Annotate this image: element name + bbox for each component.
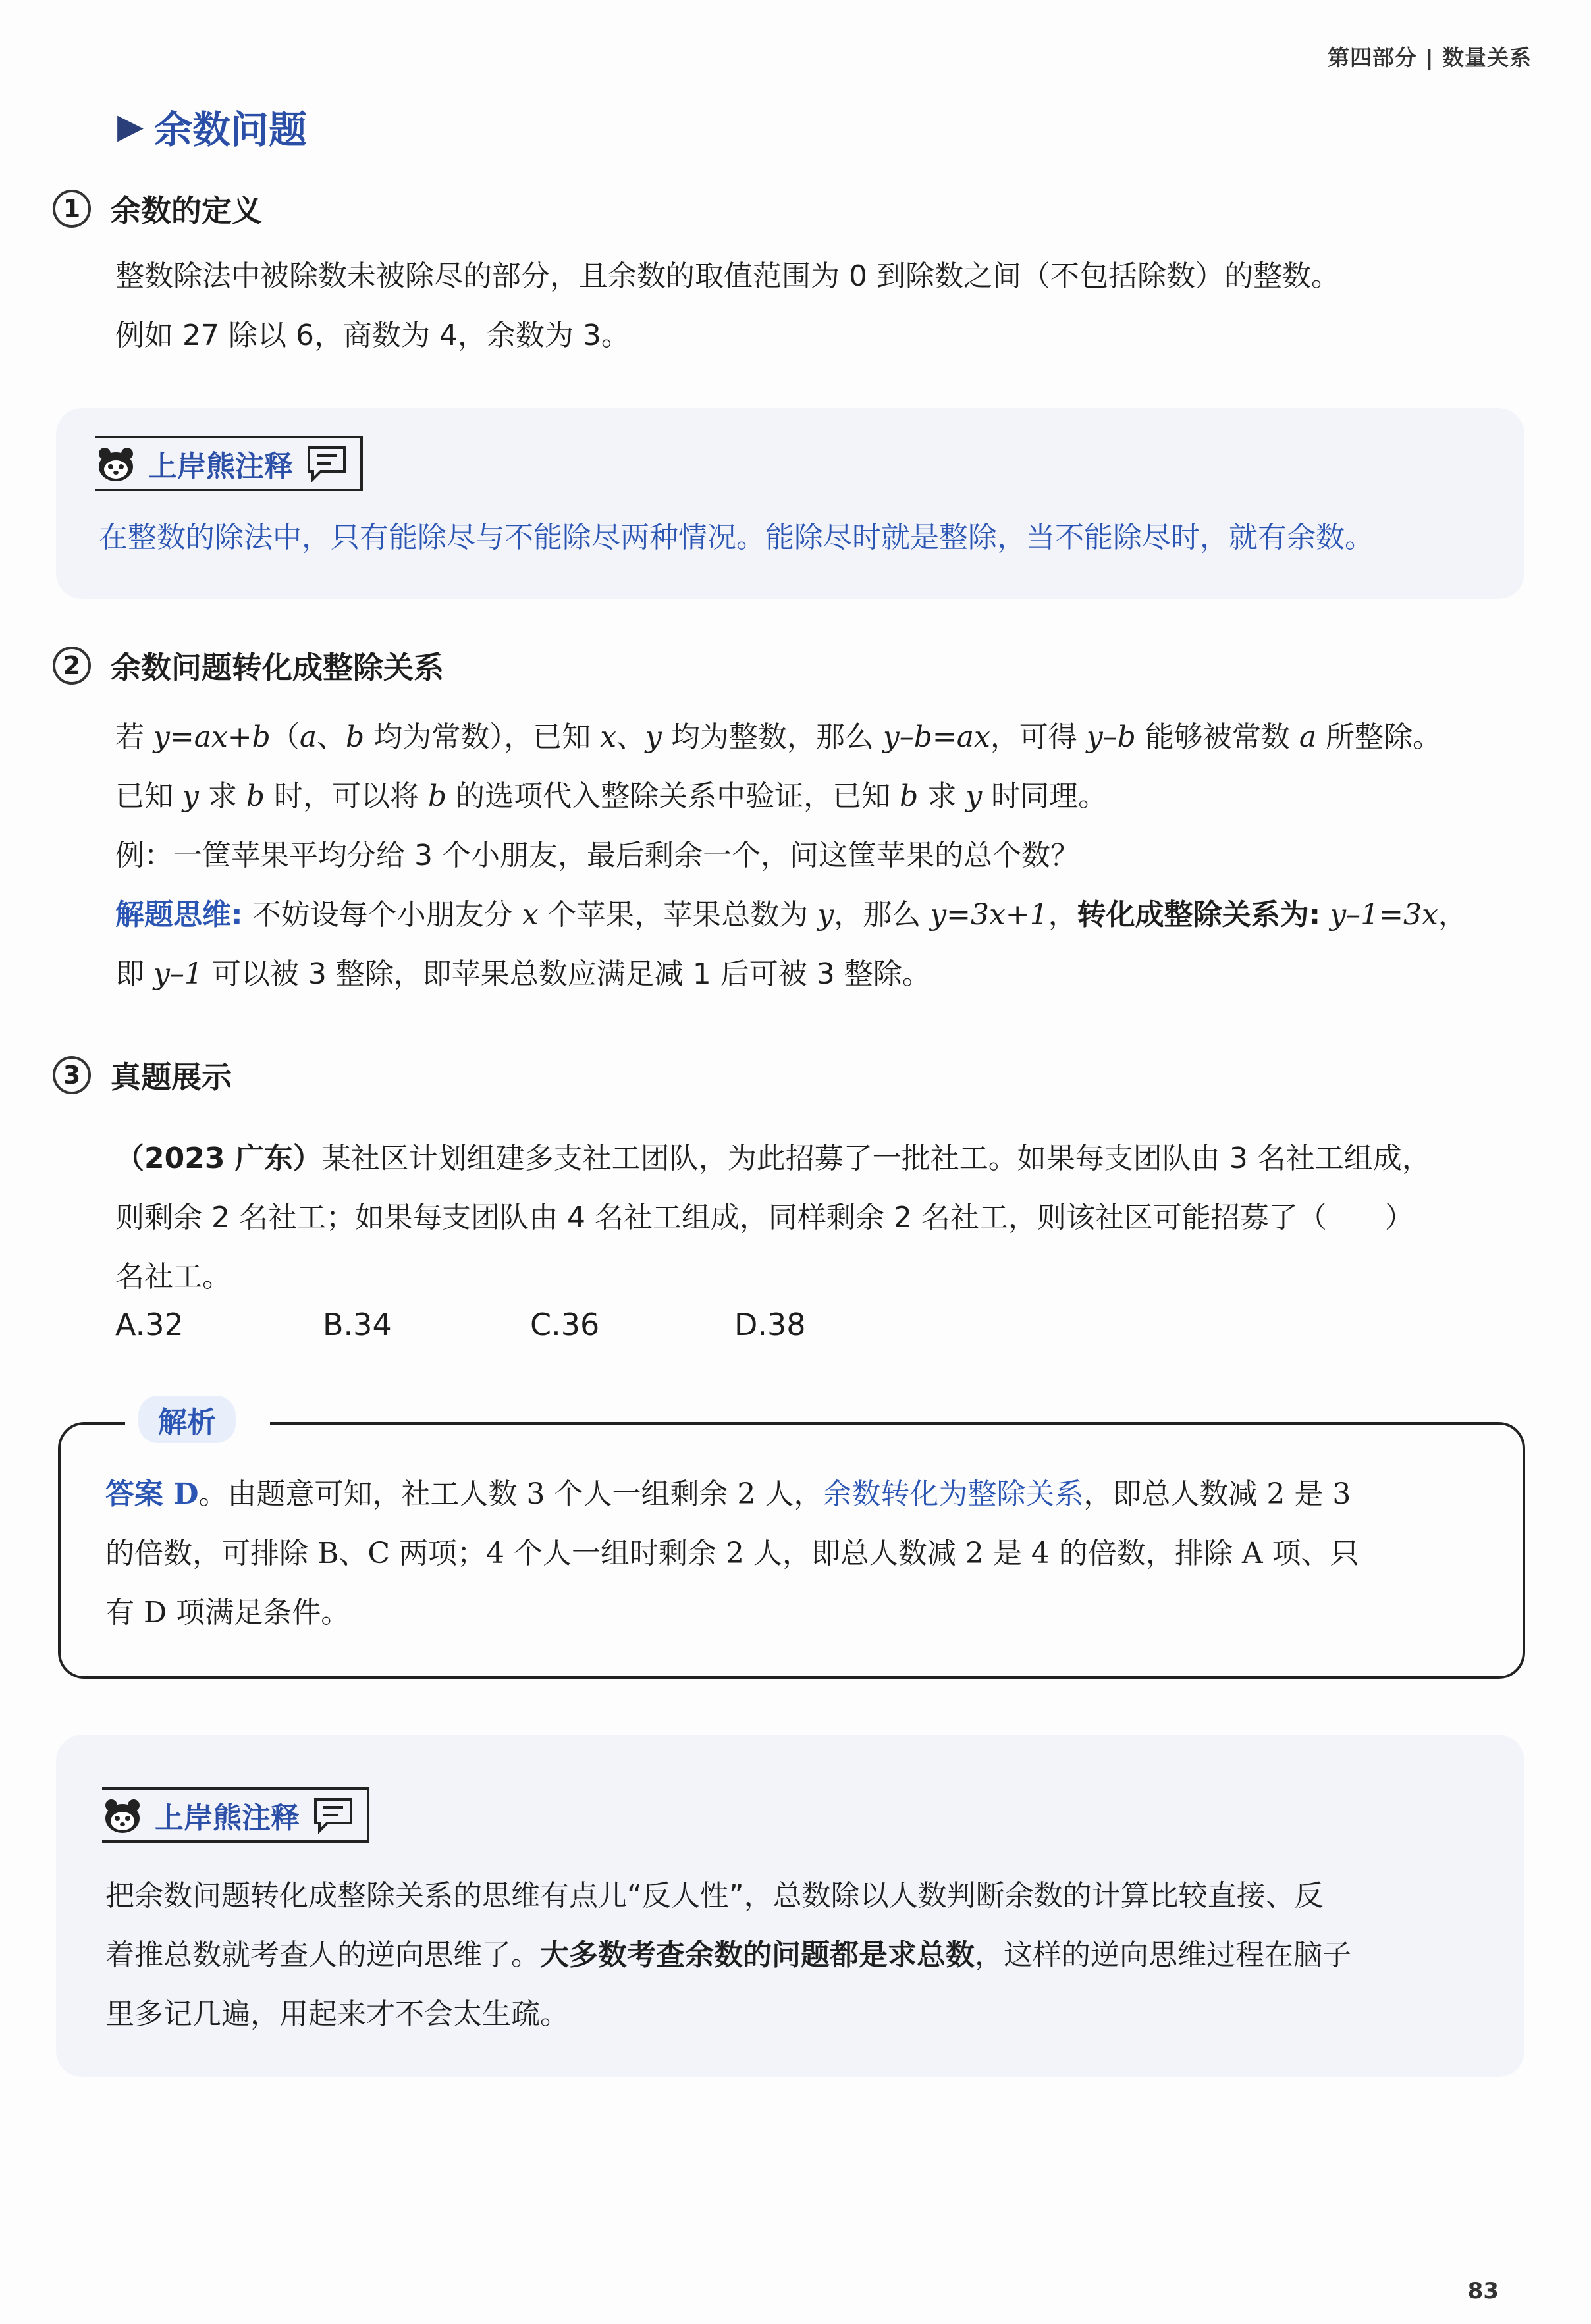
formula: y=3x+1 [930, 898, 1048, 932]
var: y [182, 779, 199, 813]
subheading-1 [53, 187, 262, 230]
answer-options [115, 1307, 806, 1342]
bold-text: 转化成整除关系为: [1077, 898, 1321, 932]
text-seg: 个苹果，苹果总数为 [538, 898, 818, 932]
circle-number-1: 1 [53, 190, 91, 228]
note-box-2 [56, 1735, 1524, 2077]
formula: y–b=ax [882, 720, 990, 754]
option-d: D.38 [734, 1307, 806, 1342]
var: y [817, 898, 834, 932]
answer-label: 答案 D [105, 1477, 199, 1511]
var: y [965, 779, 983, 813]
section-title-text: 余数问题 [154, 107, 308, 152]
chapter-header: 第四部分 | 数量关系 [1327, 45, 1532, 70]
text-seg: ，那么 [834, 898, 930, 932]
var: x [522, 898, 539, 932]
text-seg: 着推总数就考查人的逆向思维了。 [105, 1938, 540, 1972]
text-seg: 即 [115, 957, 153, 991]
text-seg: 求 [918, 779, 966, 813]
circle-number-3: 3 [53, 1056, 91, 1094]
definition-paragraph [115, 247, 1511, 365]
solution-line-2 [115, 945, 1511, 1004]
note-1-text: 在整数的除法中，只有能除尽与不能除尽两种情况。能除尽时就是整除，当不能除尽时，就有余数。 [99, 521, 1374, 554]
var: a [1299, 720, 1317, 754]
note-2-line-3: 里多记几遍，用起来才不会太生疏。 [105, 1997, 569, 2031]
text-seg: 时同理。 [982, 779, 1108, 813]
text-seg: 、 [616, 720, 646, 754]
text-seg: 能够被常数 [1135, 720, 1299, 754]
var: b [246, 779, 265, 813]
note-2-line-2 [105, 1926, 1351, 1985]
text-seg: 某社区计划组建多支社工团队，为此招募了一批社工。如果每支团队由 3 名社工组成， [321, 1142, 1431, 1175]
subheading-3-title: 真题展示 [111, 1059, 232, 1095]
formula: y=ax+b [153, 720, 271, 754]
text-seg: 求 [198, 779, 246, 813]
formula: y–1=3x [1320, 898, 1438, 932]
text-seg: 时，可以将 [265, 779, 428, 813]
solution-line-1 [115, 885, 1511, 945]
chat-bubble-icon [306, 445, 347, 482]
formula: y–b [1086, 720, 1136, 754]
conversion-line-2 [115, 767, 1511, 826]
circle-number-2: 2 [53, 647, 91, 685]
conversion-paragraph [115, 708, 1511, 1004]
question-line-3: 名社工。 [115, 1260, 231, 1294]
text-seg: ， [1048, 898, 1077, 932]
note-2-line-1: 把余数问题转化成整除关系的思维有点儿“反人性”，总数除以人数判断余数的计算比较直接、反 [105, 1879, 1324, 1913]
analysis-line-3: 有 D 项满足条件。 [105, 1596, 350, 1629]
text-seg: 的选项代入整除关系中验证，已知 [446, 779, 900, 813]
text-seg: 已知 [115, 779, 182, 813]
section-title [117, 99, 307, 154]
analysis-tag: 解析 [138, 1396, 236, 1443]
option-b: B.34 [323, 1307, 392, 1342]
page-number: 83 [1467, 2278, 1499, 2304]
formula: y–1 [153, 957, 203, 991]
analysis-text [105, 1465, 1501, 1643]
text-seg: 。由题意可知，社工人数 3 个人一组剩余 2 人， [198, 1477, 823, 1511]
var: y [645, 720, 662, 754]
bear-mascot-icon [102, 1795, 143, 1835]
bear-mascot-icon [95, 443, 136, 484]
analysis-line-1 [105, 1465, 1501, 1524]
highlight-text: 余数转化为整除关系 [822, 1477, 1084, 1511]
text-seg: 可以被 3 整除，即苹果总数应满足减 1 后可被 3 整除。 [202, 957, 931, 991]
conversion-line-1 [115, 708, 1511, 767]
var: a [299, 720, 317, 754]
text-seg: 均为常数），已知 [364, 720, 601, 754]
text-seg: ，可得 [990, 720, 1087, 754]
question-line-2: 则剩余 2 名社工；如果每支团队由 4 名社工组成，同样剩余 2 名社工，则该社区可能招募了（ ） [115, 1201, 1414, 1234]
analysis-line-2: 的倍数，可排除 B、C 两项；4 个人一组时剩余 2 人，即总人数减 2 是 4 的倍数，排除 A 项、只 [105, 1537, 1359, 1570]
note-label-2: 上岸熊注释 [155, 1801, 300, 1835]
subheading-1-title: 余数的定义 [111, 193, 262, 228]
definition-line-1: 整数除法中被除数未被除尽的部分，且余数的取值范围为 0 到除数之间（不包括除数）的整数。 [115, 259, 1340, 293]
subheading-3 [53, 1053, 232, 1097]
subheading-2 [53, 644, 444, 687]
text-seg: 均为整数，那么 [661, 720, 883, 754]
text-seg: 所整除。 [1316, 720, 1442, 754]
var: x [600, 720, 617, 754]
question-line-1 [115, 1129, 1511, 1188]
note-tag-1 [95, 436, 363, 491]
var: b [428, 779, 447, 813]
option-a: A.32 [115, 1307, 184, 1342]
text-seg: ，这样的逆向思维过程在脑子 [975, 1938, 1351, 1972]
text-seg: 若 [115, 720, 153, 754]
solution-label: 解题思维: [115, 898, 243, 932]
definition-line-2: 例如 27 除以 6，商数为 4，余数为 3。 [115, 319, 630, 352]
text-seg: 不妨设每个小朋友分 [242, 898, 522, 932]
text-seg: ， [1438, 898, 1467, 932]
chat-bubble-icon [313, 1797, 354, 1834]
text-seg: ，即总人数减 2 是 3 [1083, 1477, 1351, 1511]
subheading-2-title: 余数问题转化成整除关系 [111, 650, 444, 685]
note-tag-2 [102, 1787, 369, 1843]
text-seg: （ [270, 720, 300, 754]
question-source: （2023 广东） [115, 1142, 322, 1175]
var: b [900, 779, 919, 813]
triangle-bullet-icon: ▶ [117, 107, 144, 146]
bold-text: 大多数考查余数的问题都是求总数 [540, 1938, 975, 1972]
note-box-1 [56, 408, 1524, 599]
question-paragraph [115, 1129, 1511, 1307]
text-seg: 、 [317, 720, 346, 754]
note-2-text [105, 1866, 1351, 2044]
note-label-1: 上岸熊注释 [148, 450, 293, 483]
option-c: C.36 [530, 1307, 600, 1342]
var: b [346, 720, 365, 754]
example-line: 例：一筐苹果平均分给 3 个小朋友，最后剩余一个，问这筐苹果的总个数？ [115, 839, 1079, 872]
